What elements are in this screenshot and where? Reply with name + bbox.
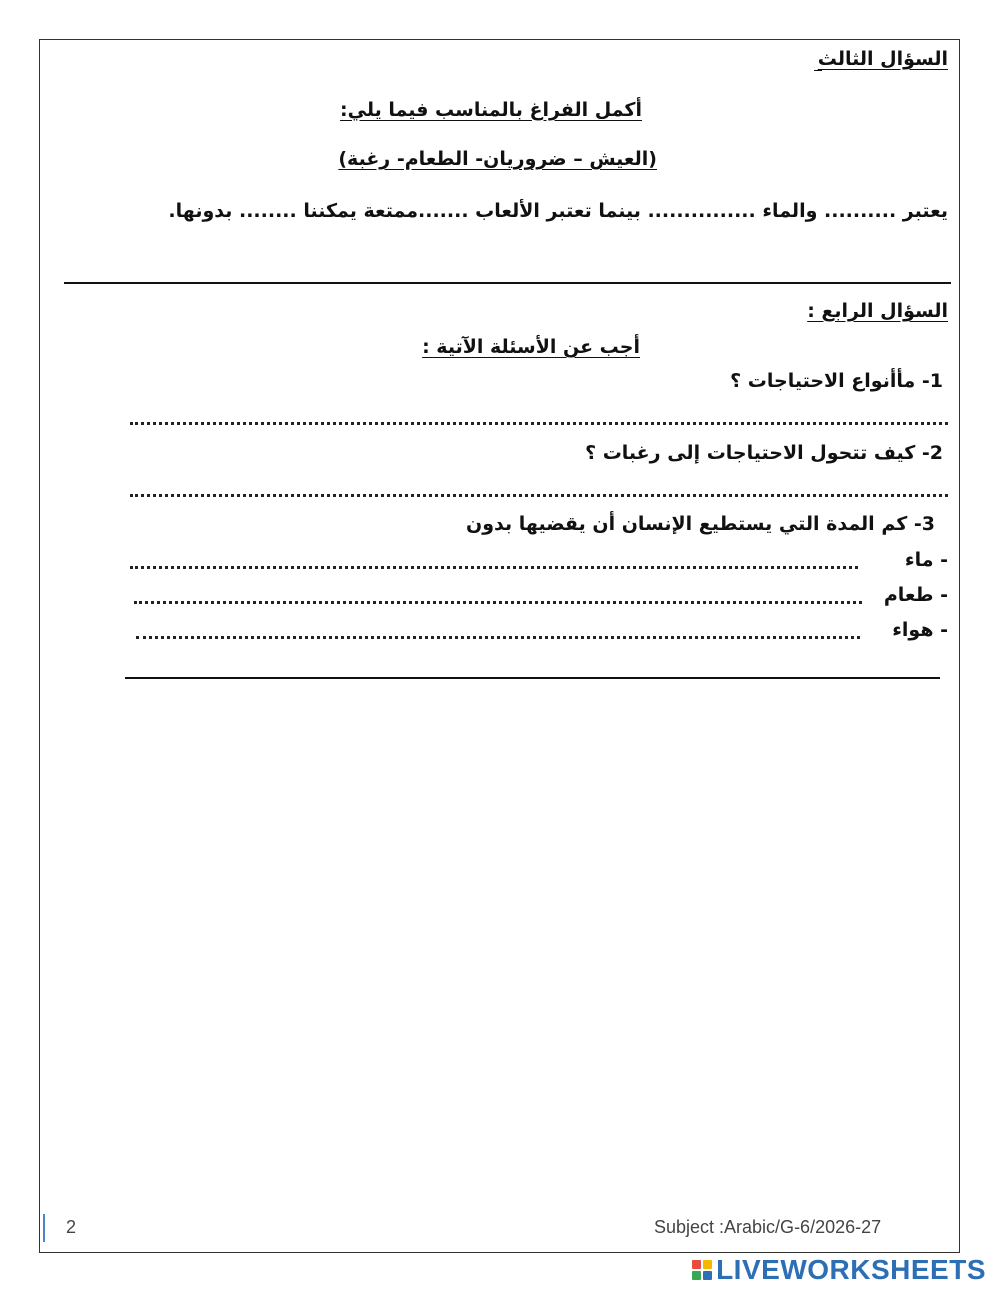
liveworksheets-logo[interactable] xyxy=(692,1255,986,1285)
answer-line-2[interactable] xyxy=(130,494,948,497)
title-dash xyxy=(814,70,822,71)
logo-square-blue xyxy=(703,1271,712,1280)
page-number: 2 xyxy=(66,1217,77,1237)
answer-line-food[interactable] xyxy=(134,601,862,604)
question-3-instruction: أكمل الفراغ بالمناسب فيما يلي: xyxy=(340,99,642,121)
sub-item-food: - طعام xyxy=(883,584,948,606)
end-divider xyxy=(125,677,940,679)
logo-text: LIVEWORKSHEETS xyxy=(716,1254,986,1285)
question-4-item-2: 2- كيف تتحول الاحتياجات إلى رغبات ؟ xyxy=(585,442,943,464)
fill-blank-sentence[interactable]: يعتبر .......... والماء ............... بينما تعتبر الألعاب .......ممتعة يمكننا ........ بدونها. xyxy=(168,200,948,222)
answer-line-air[interactable] xyxy=(136,636,860,639)
question-3-title: السؤال الثالث xyxy=(817,48,948,70)
logo-square-red xyxy=(692,1260,701,1269)
question-4-instruction: أجب عن الأسئلة الآتية : xyxy=(422,336,640,358)
section-divider xyxy=(64,282,951,284)
footer-subject: Subject :Arabic/G-6/2026-27 xyxy=(654,1217,882,1237)
answer-line-1[interactable] xyxy=(130,422,948,425)
question-4-item-1: 1- مأأنواع الاحتياجات ؟ xyxy=(730,370,943,392)
answer-line-water[interactable] xyxy=(130,566,858,569)
sub-item-air: - هواء xyxy=(892,619,948,641)
question-4-title: السؤال الرابع : xyxy=(807,300,948,322)
word-bank: (العيش – ضروريان- الطعام- رغبة) xyxy=(338,148,657,170)
question-4-item-3: 3- كم المدة التي يستطيع الإنسان أن يقضيها بدون xyxy=(466,513,935,535)
footer-accent-bar xyxy=(43,1214,45,1242)
sub-item-water: - ماء xyxy=(904,549,948,571)
logo-mark-icon xyxy=(692,1260,712,1280)
logo-square-green xyxy=(692,1271,701,1280)
logo-square-yellow xyxy=(703,1260,712,1269)
